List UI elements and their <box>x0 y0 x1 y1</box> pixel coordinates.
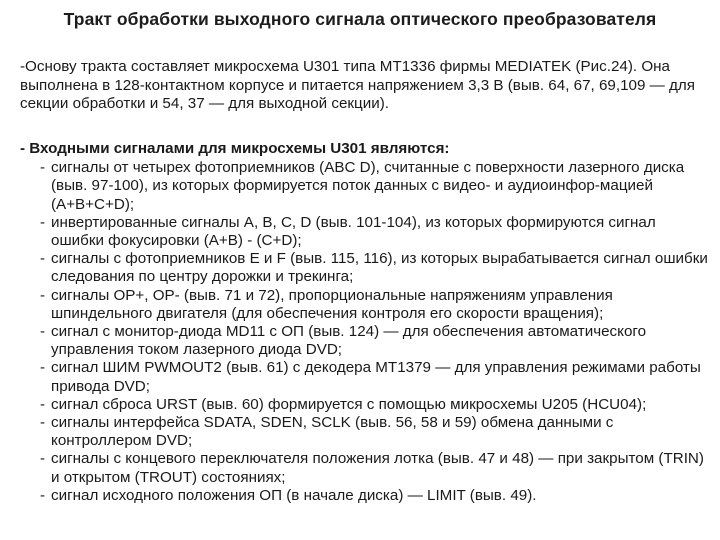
list-bullet: - <box>40 213 46 231</box>
intro-paragraph: -Основу тракта составляет микросхема U301 типа MT1336 фирмы MEDIATEK (Рис.24). Она выполнена в 128-контактном корпусе и питается напряжением 3,3 В (выв. 64, 67, 69,109 — для секции обработки и 54, 37 — для выходной секции). <box>20 58 695 113</box>
input-signals-section <box>20 140 710 505</box>
list-item-text: сигнал исходного положения ОП (в начале диска) — LIMIT (выв. 49). <box>51 486 537 504</box>
list-bullet: - <box>40 359 46 377</box>
list-bullet: - <box>40 395 46 413</box>
list-bullet: - <box>40 486 46 504</box>
list-item <box>40 250 710 286</box>
list-item-text: сигналы с концевого переключателя положения лотка (выв. 47 и 48) — при закрытом (TRIN) и открытом (TROUT) состояниях; <box>51 450 704 486</box>
list-item-text: сигнал ШИМ PWMOUT2 (выв. 61) с декодера MT1379 — для управления режимами работы привода DVD; <box>51 359 701 395</box>
list-item <box>40 159 710 214</box>
list-bullet: - <box>40 450 46 468</box>
list-bullet: - <box>40 159 46 177</box>
list-item-text: сигналы с фотоприемников E и F (выв. 115, 116), из которых вырабатывается сигнал ошибки следования по центру дорожки и трекинга; <box>51 250 708 286</box>
list-item-text: сигналы OP+, OP- (выв. 71 и 72), пропорциональные напряжениям управления шпиндельного двигателя (для обеспечения контроля его скорости вращения); <box>51 286 613 322</box>
list-item <box>40 487 710 505</box>
list-item-text: сигналы интерфейса SDATA, SDEN, SCLK (выв. 56, 58 и 59) обмена данными с контроллером DVD; <box>51 414 614 450</box>
list-item <box>40 450 710 486</box>
list-item <box>40 396 710 414</box>
list-bullet: - <box>40 286 46 304</box>
input-signals-list <box>20 159 710 505</box>
list-item <box>40 414 710 450</box>
list-bullet: - <box>40 250 46 268</box>
list-item-text: сигнал с монитор-диода MD11 с ОП (выв. 124) — для обеспечения автоматического управления током лазерного диода DVD; <box>51 323 647 359</box>
list-item-text: сигнал сброса URST (выв. 60) формируется с помощью микросхемы U205 (HCU04); <box>51 395 647 413</box>
list-item <box>40 359 710 395</box>
page-title: Тракт обработки выходного сигнала оптического преобразователя <box>63 9 657 29</box>
intro-section <box>20 58 710 114</box>
list-item-text: сигналы от четырех фотоприемников (ABC D), считанные с поверхности лазерного диска (выв. 97-100), из которых формируется поток данных с видео- и аудиоинфор-мацией (A+B+C+D); <box>51 159 685 213</box>
list-item-text: инвертированные сигналы A, B, C, D (выв. 101-104), из которых формируются сигнал ошибки фокусировки (A+B) - (C+D); <box>51 213 656 250</box>
input-signals-heading: - Входными сигналами для микросхемы U301 являются: <box>20 140 450 157</box>
list-item <box>40 323 710 359</box>
list-item <box>40 214 710 250</box>
list-bullet: - <box>40 323 46 341</box>
list-item <box>40 287 710 323</box>
list-bullet: - <box>40 414 46 432</box>
